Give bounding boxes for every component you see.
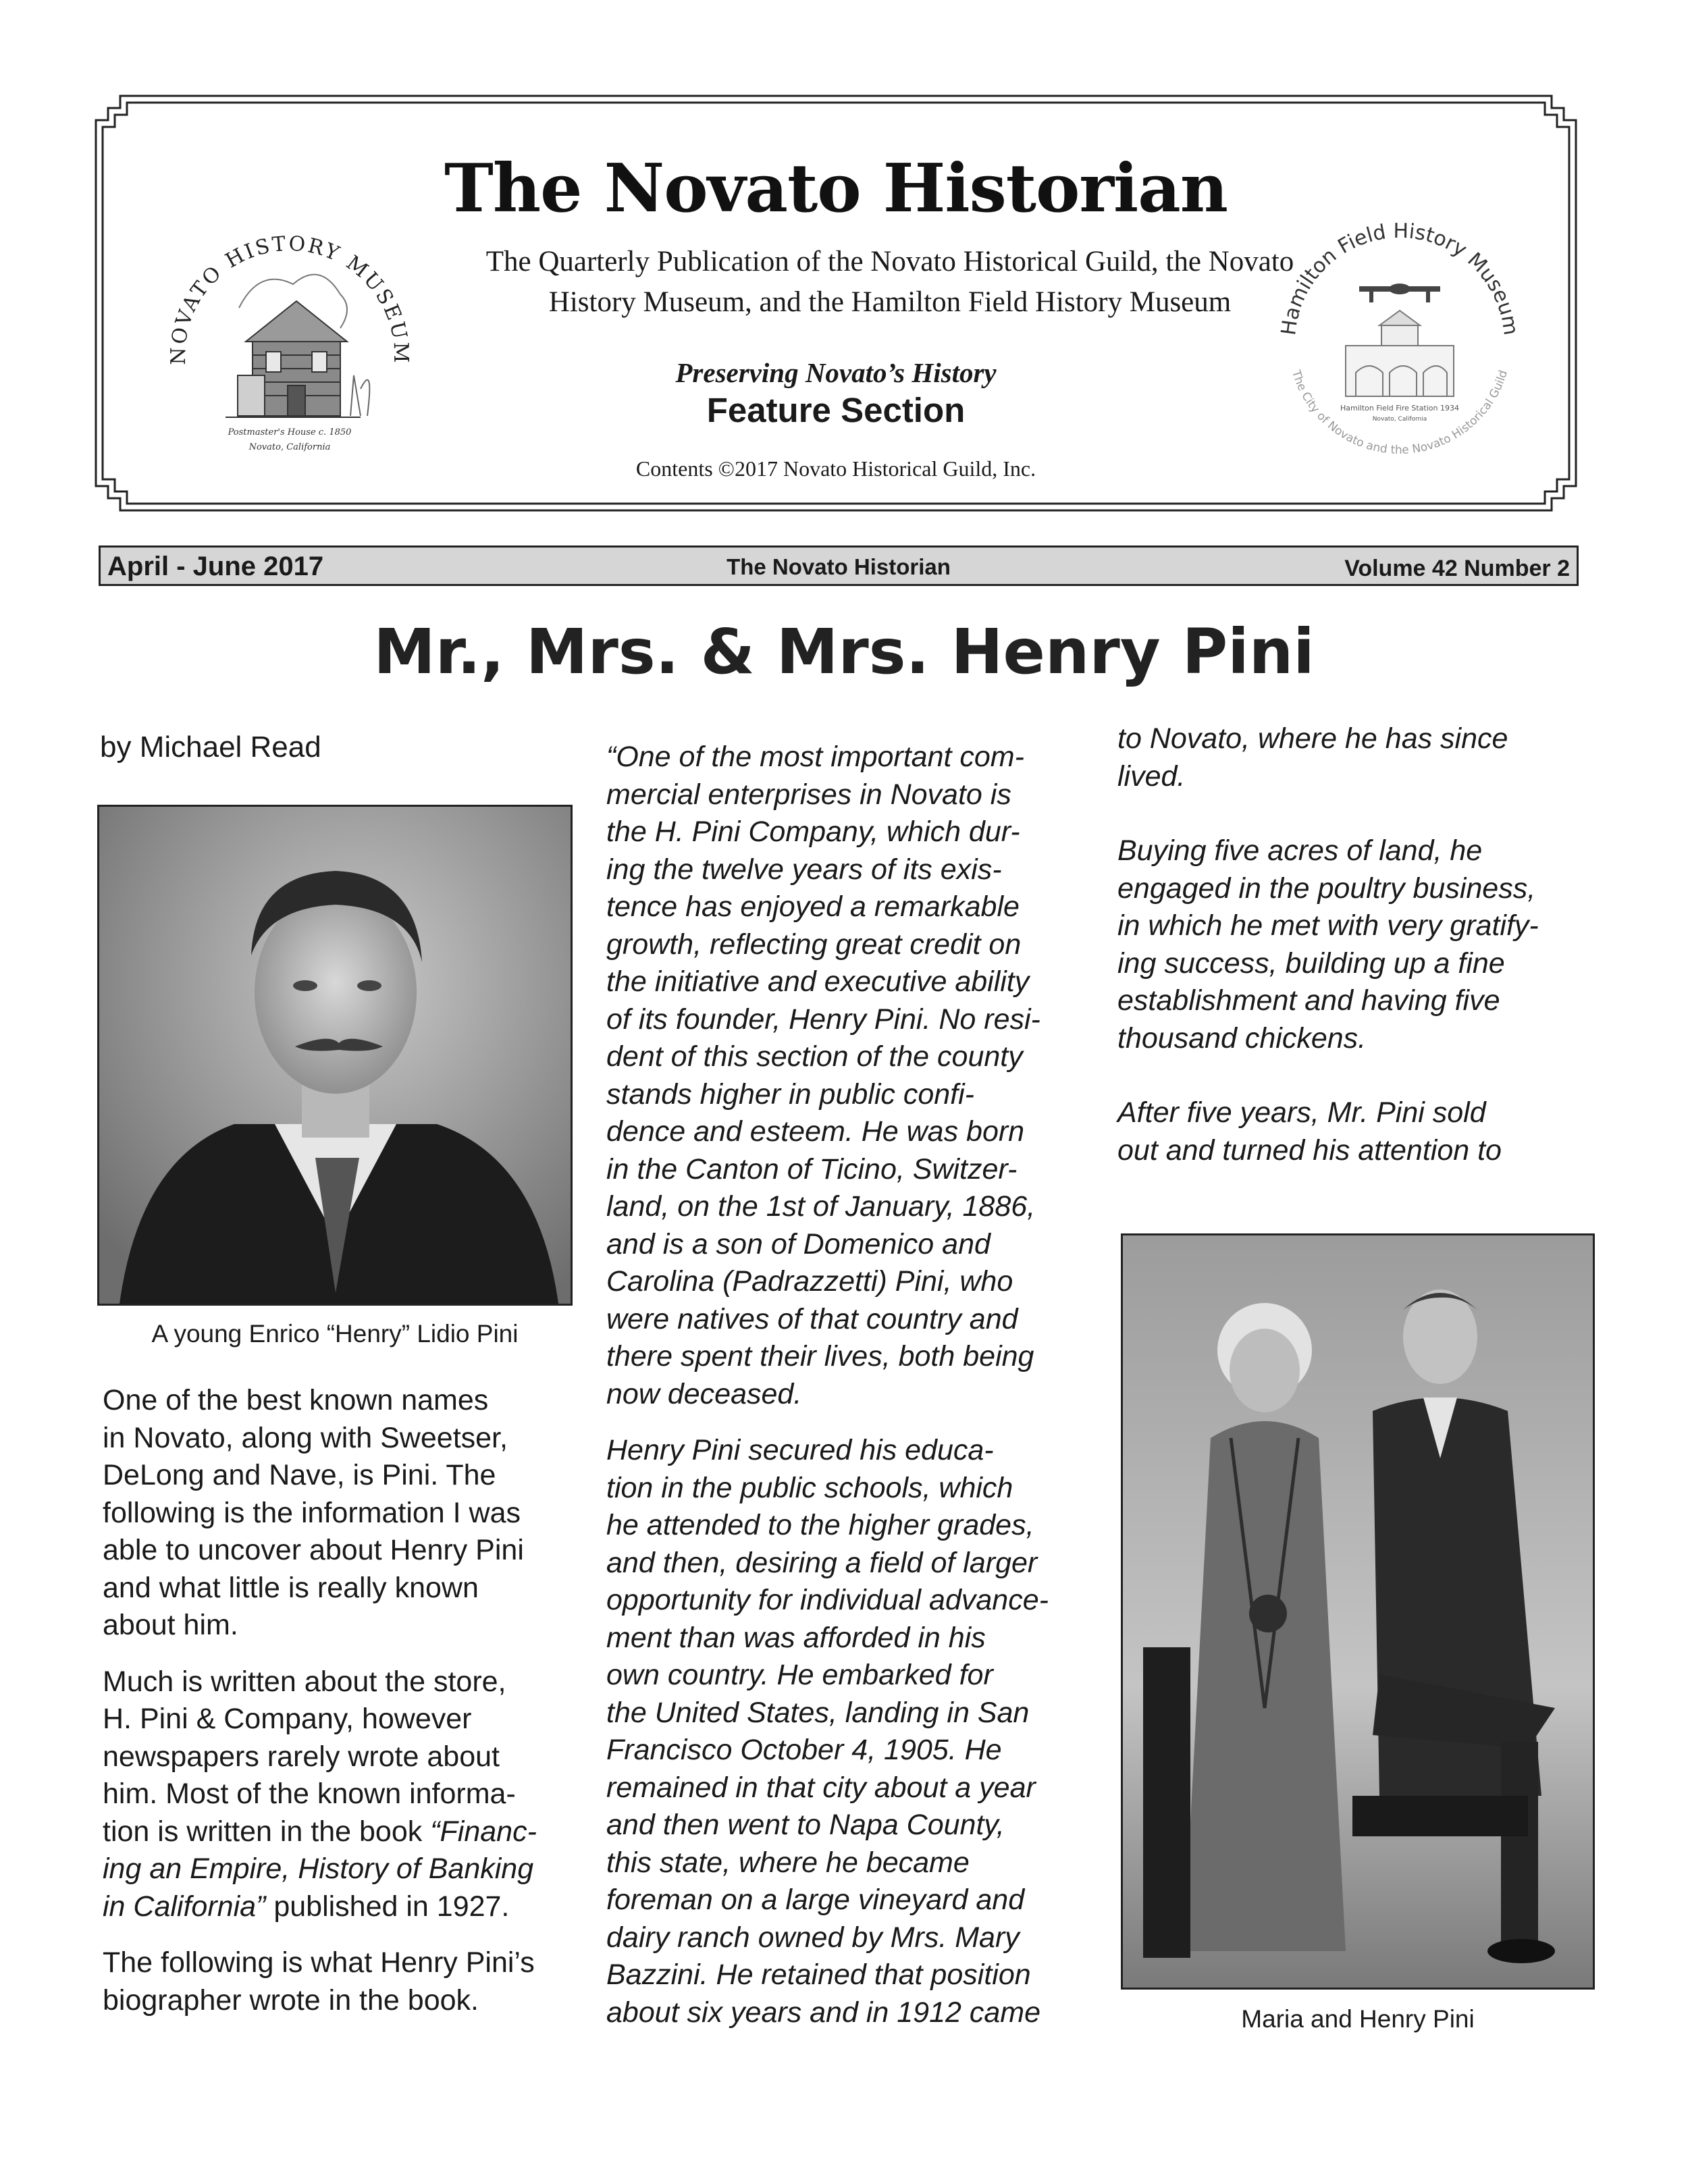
column-1-text (103, 1382, 575, 2019)
text-line: engaged in the poultry business, (1117, 872, 1536, 905)
couple-portrait-illustration (1123, 1235, 1593, 1988)
text-line: Henry Pini secured his educa- (606, 1434, 994, 1466)
photo-caption: A young Enrico “Henry” Lidio Pini (151, 1320, 519, 1348)
paragraph (1117, 1094, 1604, 1169)
tagline: Preserving Novato’s History (675, 357, 997, 388)
text-line: opportunity for individual advance- (606, 1584, 1049, 1616)
text-line: tence has enjoyed a remarkable (606, 890, 1020, 923)
text-line: in which he met with very gratify- (1117, 909, 1539, 942)
text-line: he attended to the higher grades, (606, 1509, 1034, 1541)
volume-number: Volume 42 Number 2 (1344, 556, 1570, 581)
text-line: there spent their lives, both being (606, 1340, 1034, 1373)
text-line: remained in that city about a year (606, 1771, 1036, 1804)
text-line: and what little is really known (103, 1571, 479, 1604)
text-line: the United States, landing in San (606, 1696, 1030, 1729)
text-line: growth, reflecting great credit on (606, 928, 1022, 961)
text-line: Francisco October 4, 1905. He (606, 1734, 1002, 1766)
novato-history-museum-logo (158, 220, 421, 469)
section-name: Feature Section (706, 391, 966, 429)
byline: by Michael Read (100, 730, 321, 764)
paragraph (103, 1382, 575, 1645)
text-line: this state, where he became (606, 1846, 970, 1879)
text-line: him. Most of the known informa- (103, 1778, 516, 1810)
text-line: foreman on a large vineyard and (606, 1884, 1025, 1916)
logo-caption: Novato, California (248, 442, 331, 452)
text-line: about six years and in 1912 came (606, 1996, 1041, 2029)
text-line: in the Canton of Ticino, Switzer- (606, 1152, 1018, 1186)
text-line: and then went to Napa County, (606, 1809, 1005, 1841)
paragraph (103, 1944, 575, 2019)
paragraph (103, 1663, 575, 1926)
column-2-quote-text (606, 739, 1087, 2031)
text-line: tion in the public schools, which (606, 1471, 1013, 1504)
fire-station-illustration (1346, 311, 1454, 396)
text-line: dairy ranch owned by Mrs. Mary (606, 1921, 1020, 1954)
logo-ring-text: NOVATO HISTORY MUSEUM (166, 232, 413, 365)
bar-publication-title: The Novato Historian (727, 554, 951, 579)
text-line: dence and esteem. He was born (606, 1115, 1025, 1148)
book-title-text: “Financ- (430, 1815, 537, 1848)
book-title-text: in California” (103, 1890, 266, 1923)
copyright: Contents ©2017 Novato Historical Guild, Inc. (635, 456, 1036, 481)
text-line: land, on the 1st of January, 1886, (606, 1190, 1036, 1223)
text-line: in Novato, along with Sweetser, (103, 1421, 508, 1454)
logo-ring-text-bottom: The City of Novato and the Novato Historical Guild (1289, 369, 1510, 457)
paragraph (606, 739, 1087, 1413)
logo-caption: Hamilton Field Fire Station 1934 (1340, 404, 1459, 412)
text-line: H. Pini & Company, however (103, 1703, 472, 1735)
text-line: Carolina (Padrazzetti) Pini, who (606, 1265, 1013, 1298)
subtitle-line: History Museum, and the Hamilton Field History Museum (548, 286, 1232, 318)
text-line: Much is written about the store, (103, 1665, 506, 1698)
paragraph (1117, 720, 1604, 795)
text-line: lived. (1117, 760, 1186, 793)
text-line: Bazzini. He retained that position (606, 1959, 1031, 1991)
subtitle-line: The Quarterly Publication of the Novato Historical Guild, the Novato (485, 246, 1294, 277)
issue-info-bar (99, 545, 1579, 586)
text-line: and then, desiring a field of larger (606, 1546, 1038, 1579)
text-line: following is the information I was (103, 1496, 521, 1529)
book-title-text: ing an Empire, History of Banking (103, 1853, 534, 1885)
text-line: of its founder, Henry Pini. No resi- (606, 1003, 1040, 1036)
photo-maria-and-henry-pini (1121, 1233, 1595, 1990)
text-line: and is a son of Domenico and (606, 1227, 991, 1260)
paragraph (606, 1432, 1087, 2031)
masthead (93, 93, 1579, 513)
text-line: biographer wrote in the book. (103, 1983, 479, 2017)
text-line: thousand chickens. (1117, 1021, 1367, 1055)
text-line: The following is what Henry Pini’s (103, 1946, 535, 1979)
text-line: newspapers rarely wrote about (103, 1740, 500, 1773)
issue-date: April - June 2017 (107, 552, 324, 581)
text-line: DeLong and Nave, is Pini. The (103, 1459, 496, 1491)
text-line: published in 1927. (265, 1890, 510, 1923)
text-line: Buying five acres of land, he (1117, 834, 1483, 867)
text-line: out and turned his attention to (1117, 1134, 1502, 1167)
airplane-icon (1359, 284, 1440, 302)
text-line: After five years, Mr. Pini sold (1117, 1096, 1486, 1129)
logo-caption: Novato, California (1372, 416, 1427, 423)
publication-title: The Novato Historian (444, 150, 1228, 228)
text-line: dent of this section of the county (606, 1040, 1023, 1073)
portrait-illustration (99, 807, 571, 1304)
text-line: “One of the most important com- (606, 741, 1024, 773)
logo-ring-text: Hamilton Field History Museum (1277, 219, 1523, 337)
article-title: Mr., Mrs. & Mrs. Henry Pini (373, 616, 1315, 688)
text-line: ment than was afforded in his (606, 1621, 986, 1654)
paragraph (1117, 832, 1604, 1057)
text-line: One of the best known names (103, 1384, 489, 1416)
photo-young-henry-pini (97, 805, 573, 1306)
text-line: ing the twelve years of its exis- (606, 853, 1002, 886)
column-3-quote-text (1117, 720, 1604, 1169)
text-line: stands higher in public confi- (606, 1077, 974, 1111)
text-line: tion is written in the book (103, 1815, 431, 1848)
text-line: the H. Pini Company, which dur- (606, 816, 1020, 848)
text-line: about him. (103, 1609, 238, 1641)
text-line: were natives of that country and (606, 1302, 1018, 1335)
hamilton-field-museum-logo (1268, 211, 1531, 474)
photo-caption: Maria and Henry Pini (1241, 2005, 1475, 2033)
text-line: mercial enterprises in Novato is (606, 778, 1011, 811)
text-line: ing success, building up a fine (1117, 947, 1505, 980)
text-line: the initiative and executive ability (606, 965, 1030, 998)
text-line: to Novato, where he has since (1117, 722, 1508, 755)
text-line: establishment and having five (1117, 984, 1500, 1017)
house-illustration (226, 275, 369, 417)
text-line: own country. He embarked for (606, 1659, 993, 1691)
text-line: now deceased. (606, 1377, 802, 1410)
text-line: able to uncover about Henry Pini (103, 1534, 524, 1566)
logo-caption: Postmaster's House c. 1850 (228, 427, 352, 437)
